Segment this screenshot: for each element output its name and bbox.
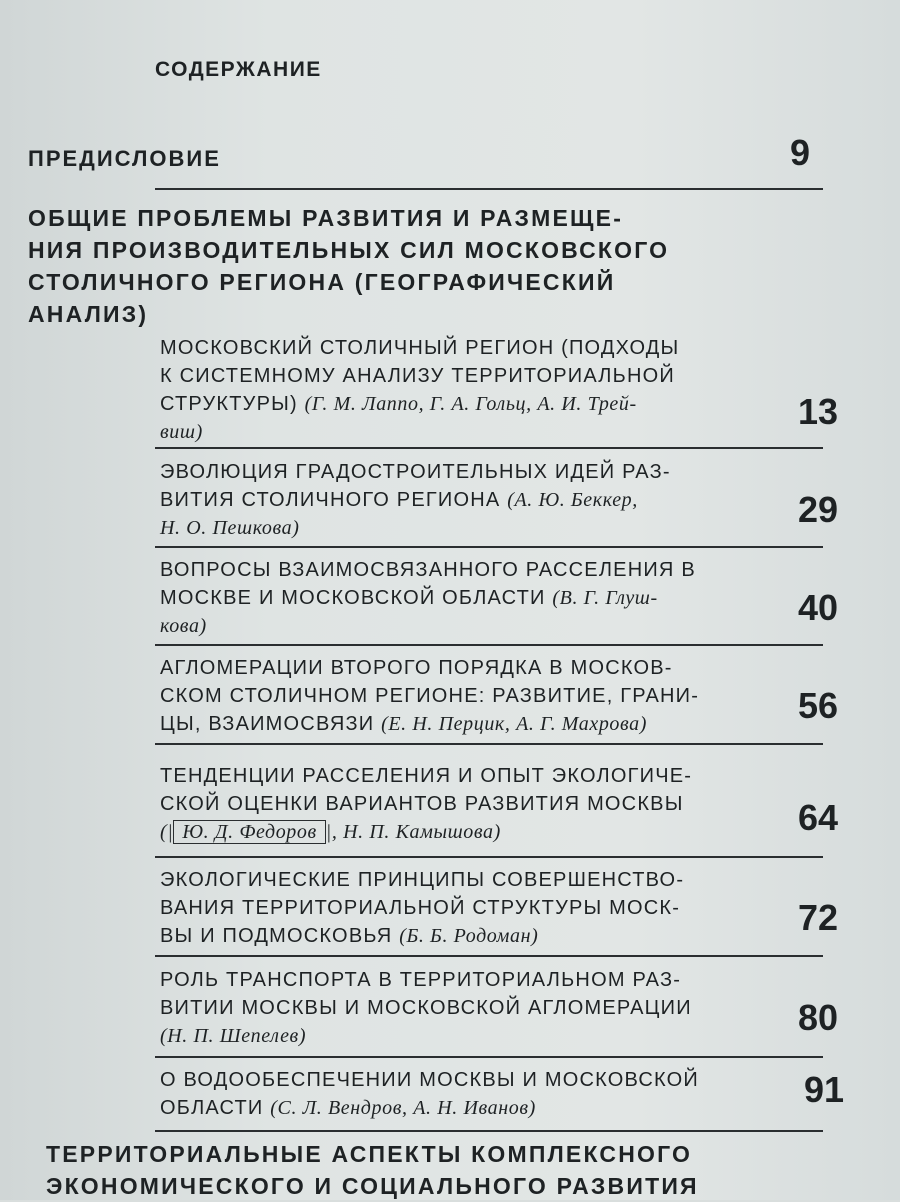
divider-rule bbox=[155, 546, 823, 548]
entry-title-line: ОБЛАСТИ bbox=[160, 1097, 264, 1119]
divider-rule bbox=[155, 644, 823, 646]
entry-page-number: 72 bbox=[797, 897, 838, 938]
entry-page-number: 64 bbox=[797, 797, 838, 838]
entry-title-line: ЭВОЛЮЦИЯ ГРАДОСТРОИТЕЛЬНЫХ ИДЕЙ РАЗ- bbox=[160, 461, 671, 483]
section-title-line: ОБЩИЕ ПРОБЛЕМЫ РАЗВИТИЯ И РАЗМЕЩЕ- bbox=[28, 205, 624, 231]
entry-authors: (Г. М. Лаппо, Г. А. Гольц, А. И. Трей- bbox=[304, 393, 637, 415]
entry-title-line: ВОПРОСЫ ВЗАИМОСВЯЗАННОГО РАССЕЛЕНИЯ В bbox=[160, 559, 696, 581]
section-title-line: СТОЛИЧНОГО РЕГИОНА (ГЕОГРАФИЧЕСКИЙ bbox=[28, 269, 616, 295]
entry-authors: виш) bbox=[160, 421, 203, 443]
divider-rule bbox=[155, 955, 823, 957]
entry-title-line: ВАНИЯ ТЕРРИТОРИАЛЬНОЙ СТРУКТУРЫ МОСК- bbox=[160, 897, 681, 919]
entry-title-line: ВИТИИ МОСКВЫ И МОСКОВСКОЙ АГЛОМЕРАЦИИ bbox=[160, 997, 692, 1019]
preface-page-number: 9 bbox=[790, 132, 811, 173]
section-title-general-problems bbox=[28, 202, 728, 330]
divider-rule bbox=[155, 743, 823, 745]
entry-page-number: 40 bbox=[797, 587, 838, 628]
toc-entry bbox=[160, 556, 750, 640]
entry-title-line: РОЛЬ ТРАНСПОРТА В ТЕРРИТОРИАЛЬНОМ РАЗ- bbox=[160, 969, 682, 991]
deceased-author-box: Ю. Д. Федоров bbox=[173, 820, 325, 844]
entry-title-line: О ВОДООБЕСПЕЧЕНИИ МОСКВЫ И МОСКОВСКОЙ bbox=[160, 1069, 699, 1091]
divider-rule bbox=[155, 447, 823, 449]
toc-entry bbox=[160, 966, 750, 1050]
entry-title-line: ТЕНДЕНЦИИ РАССЕЛЕНИЯ И ОПЫТ ЭКОЛОГИЧЕ- bbox=[160, 765, 693, 787]
entry-title-line: МОСКВЕ И МОСКОВСКОЙ ОБЛАСТИ bbox=[160, 587, 546, 609]
toc-entry: ТЕНДЕНЦИИ РАССЕЛЕНИЯ И ОПЫТ ЭКОЛОГИЧЕ- СКОЙ ОЦЕНКИ ВАРИАНТОВ РАЗВИТИЯ МОСКВЫ (| Ю. Д. Федоров |, Н. П. Камышова) bbox=[160, 762, 750, 846]
entry-authors: Н. О. Пешкова) bbox=[160, 517, 300, 539]
divider-rule bbox=[155, 188, 823, 190]
entry-authors: (Е. Н. Перцик, А. Г. Махрова) bbox=[381, 713, 648, 735]
entry-authors: (С. Л. Вендров, А. Н. Иванов) bbox=[270, 1097, 536, 1119]
entry-title-line: МОСКОВСКИЙ СТОЛИЧНЫЙ РЕГИОН (ПОДХОДЫ bbox=[160, 337, 680, 359]
toc-entry bbox=[160, 1066, 750, 1122]
toc-entry bbox=[160, 334, 750, 446]
section-title-line: НИЯ ПРОИЗВОДИТЕЛЬНЫХ СИЛ МОСКОВСКОГО bbox=[28, 237, 670, 263]
toc-entry bbox=[160, 866, 750, 950]
entry-page-number: 91 bbox=[803, 1069, 844, 1110]
entry-authors: (Б. Б. Родоман) bbox=[399, 925, 539, 947]
entry-title-line: СКОМ СТОЛИЧНОМ РЕГИОНЕ: РАЗВИТИЕ, ГРАНИ- bbox=[160, 685, 700, 707]
section-title-territorial-aspects bbox=[46, 1138, 746, 1202]
entry-title-line: АГЛОМЕРАЦИИ ВТОРОГО ПОРЯДКА В МОСКОВ- bbox=[160, 657, 673, 679]
entry-authors: (А. Ю. Беккер, bbox=[507, 489, 638, 511]
toc-entry bbox=[160, 654, 750, 738]
entry-authors: (Н. П. Шепелев) bbox=[160, 1025, 307, 1047]
divider-rule bbox=[155, 856, 823, 858]
entry-page-number: 80 bbox=[797, 997, 838, 1038]
toc-heading: СОДЕРЖАНИЕ bbox=[155, 58, 322, 81]
divider-rule bbox=[155, 1056, 823, 1058]
entry-page-number: 13 bbox=[797, 391, 838, 432]
toc-entry bbox=[160, 458, 750, 542]
entry-authors: (В. Г. Глуш- bbox=[552, 587, 658, 609]
entry-page-number: 29 bbox=[797, 489, 838, 530]
entry-title-line: ВЫ И ПОДМОСКОВЬЯ bbox=[160, 925, 393, 947]
entry-title-line: К СИСТЕМНОМУ АНАЛИЗУ ТЕРРИТОРИАЛЬНОЙ bbox=[160, 365, 675, 387]
entry-title-line: СТРУКТУРЫ) bbox=[160, 393, 298, 415]
entry-title-line: СКОЙ ОЦЕНКИ ВАРИАНТОВ РАЗВИТИЯ МОСКВЫ bbox=[160, 793, 684, 815]
entry-authors: кова) bbox=[160, 615, 207, 637]
entry-title-line: ЦЫ, ВЗАИМОСВЯЗИ bbox=[160, 713, 375, 735]
preface-title: ПРЕДИСЛОВИЕ bbox=[28, 146, 221, 171]
entry-title-line: ВИТИЯ СТОЛИЧНОГО РЕГИОНА bbox=[160, 489, 501, 511]
entry-authors: , Н. П. Камышова) bbox=[331, 821, 501, 843]
section-title-line: АНАЛИЗ) bbox=[28, 301, 149, 327]
section-title-line: ТЕРРИТОРИАЛЬНЫЕ АСПЕКТЫ КОМПЛЕКСНОГО bbox=[46, 1141, 693, 1167]
section-title-line: ЭКОНОМИЧЕСКОГО И СОЦИАЛЬНОГО РАЗВИТИЯ bbox=[46, 1173, 699, 1199]
entry-title-line: ЭКОЛОГИЧЕСКИЕ ПРИНЦИПЫ СОВЕРШЕНСТВО- bbox=[160, 869, 685, 891]
divider-rule bbox=[155, 1130, 823, 1132]
entry-page-number: 56 bbox=[797, 685, 838, 726]
